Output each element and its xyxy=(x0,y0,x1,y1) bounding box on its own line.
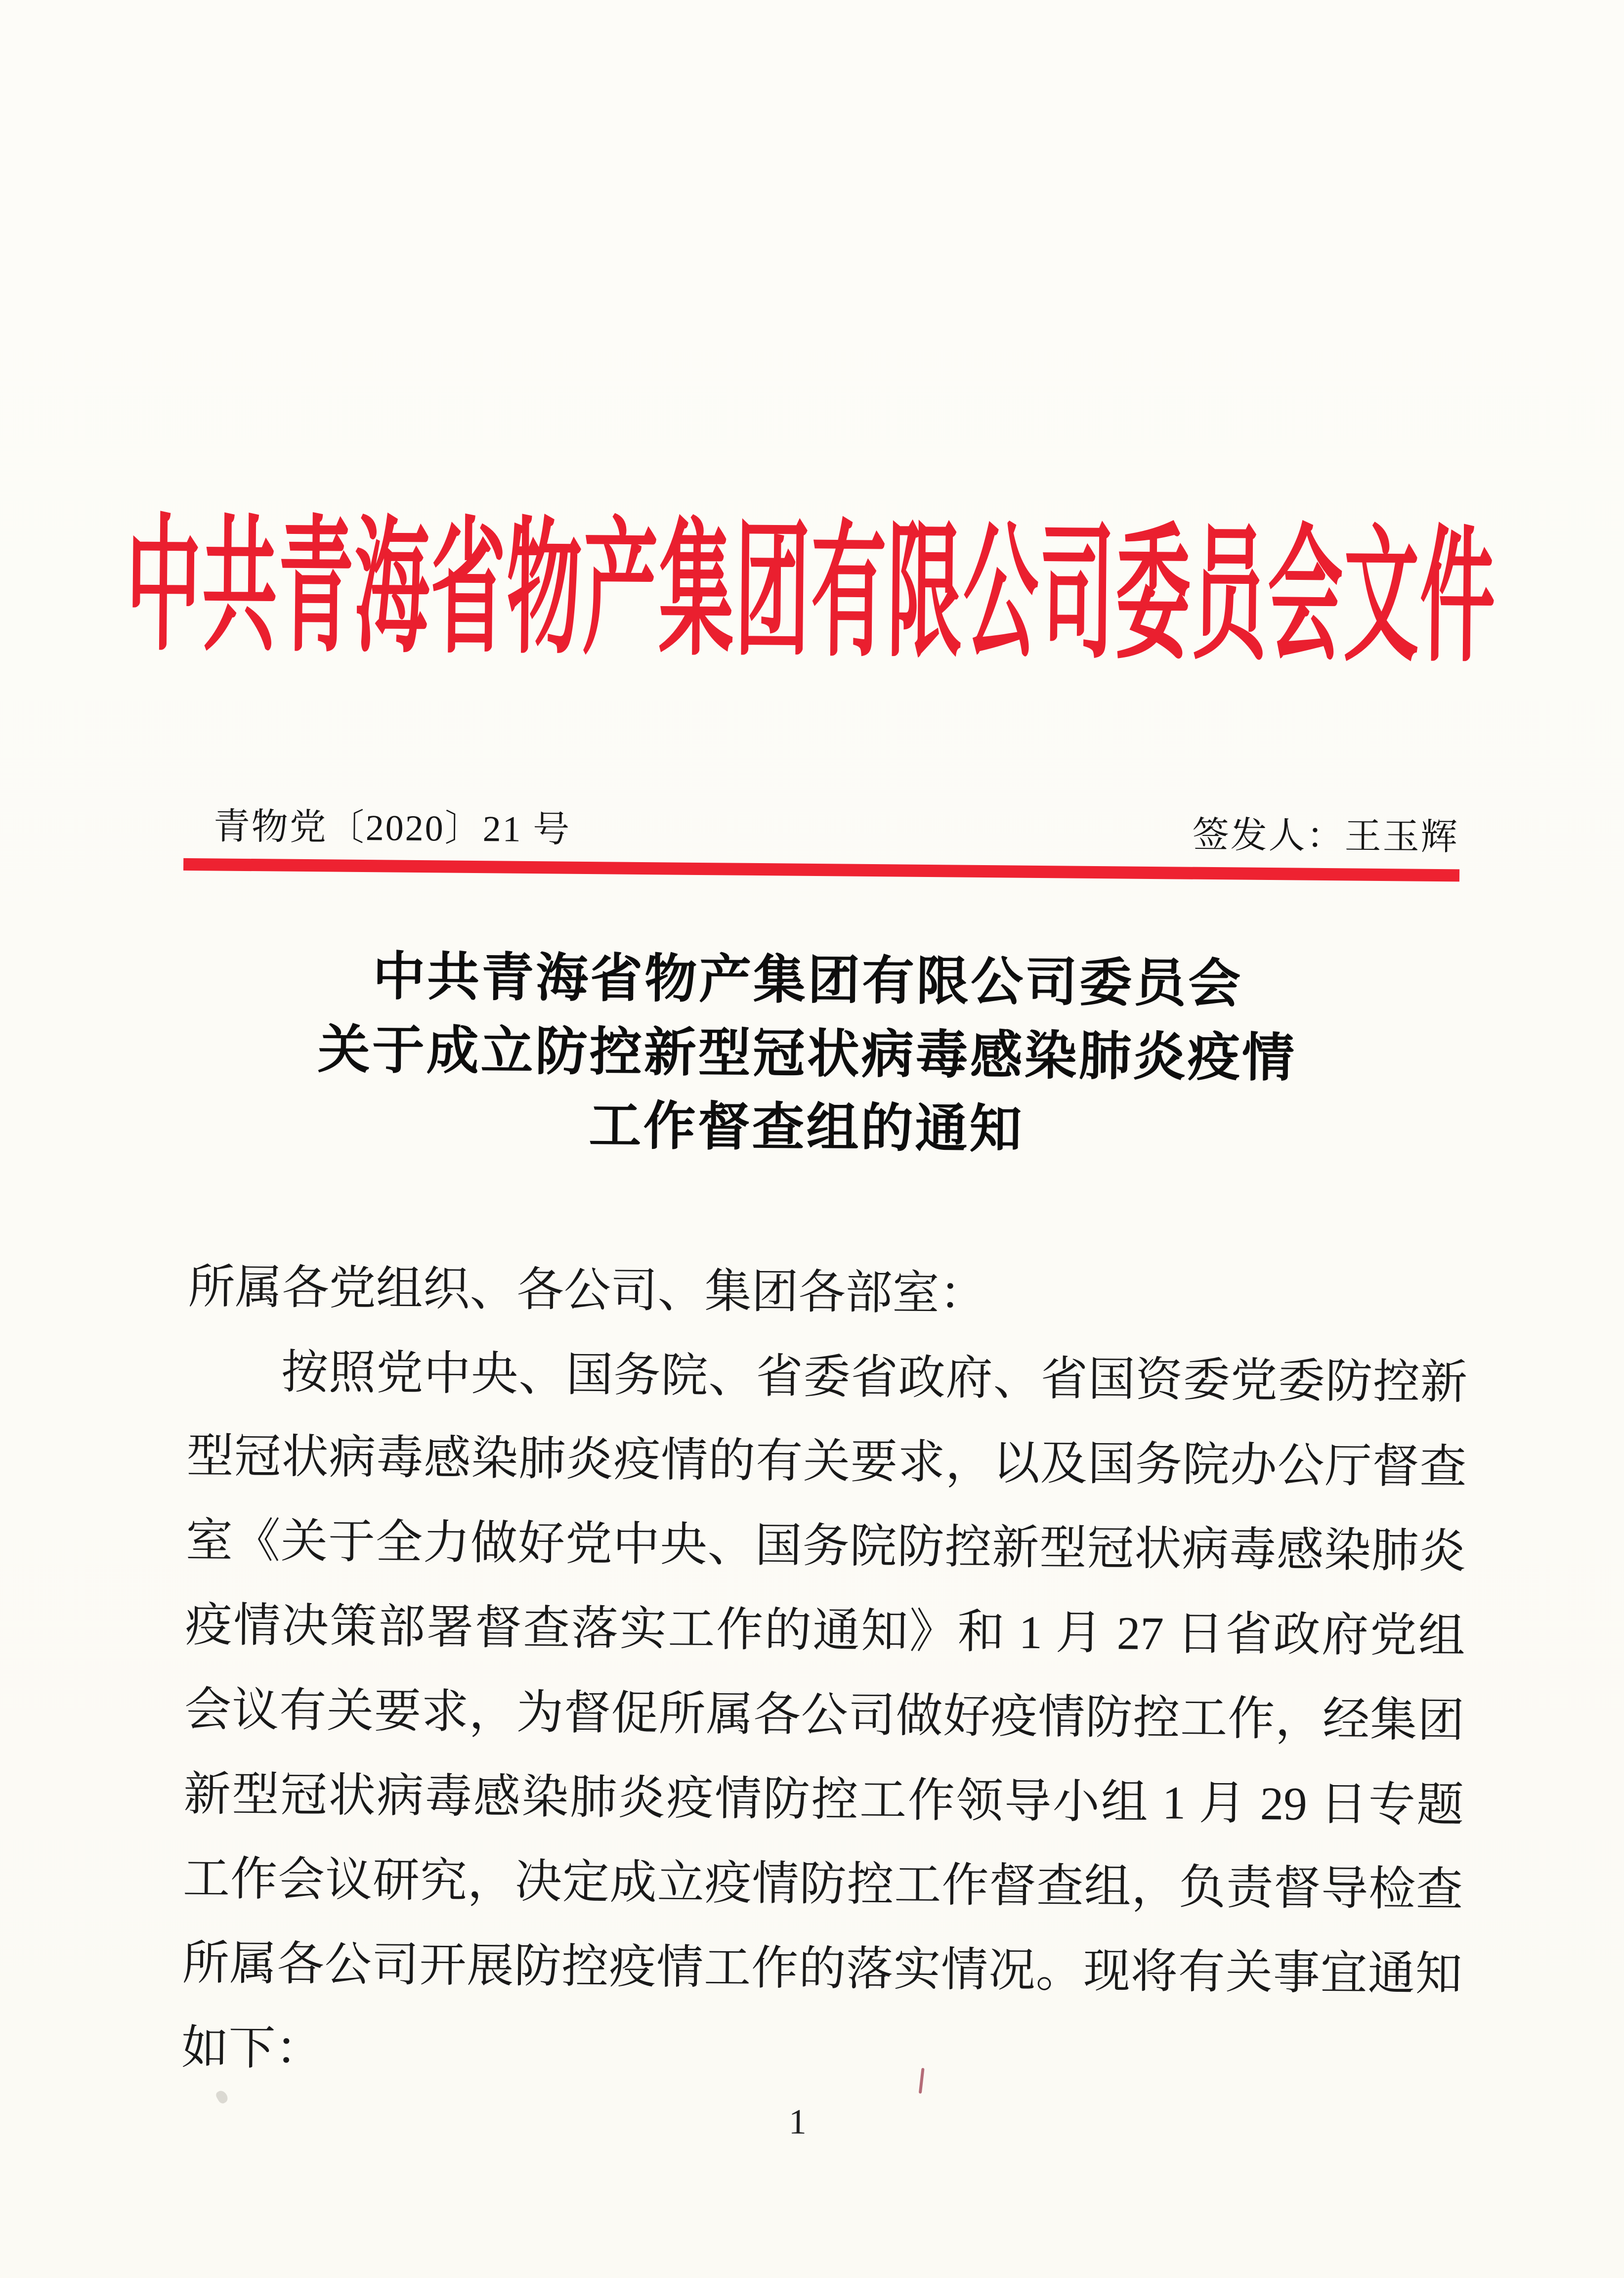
red-separator-rule xyxy=(183,858,1459,882)
body-line-9: 如下： xyxy=(181,2021,323,2075)
salutation: 所属各党组织、各公司、集团各部室： xyxy=(188,1260,987,1320)
doc-number: 青物党〔2020〕21 号 xyxy=(213,806,571,850)
issuer xyxy=(1192,806,1459,861)
title-line-1: 中共青海省物产集团有限公司委员会 xyxy=(372,947,1243,1013)
page-number: 1 xyxy=(788,2102,807,2142)
title-line-3: 工作督查组的通知 xyxy=(589,1096,1025,1159)
body-line-6: 新型冠状病毒感染肺炎疫情防控工作领导小组 1 月 29 日专题 xyxy=(183,1767,1464,1832)
body-line-7: 工作会议研究，决定成立疫情防控工作督查组，负责督导检查 xyxy=(182,1852,1463,1916)
title-line-2: 关于成立防控新型冠状病毒感染肺炎疫情 xyxy=(317,1020,1297,1088)
body-line-5: 会议有关要求，为督促所属各公司做好疫情防控工作，经集团 xyxy=(184,1683,1465,1747)
issuer-name: 王玉辉 xyxy=(1344,816,1459,858)
body-line-1: 按照党中央、国务院、省委省政府、省国资委党委防控新 xyxy=(281,1346,1468,1409)
doc-info-row xyxy=(187,797,1459,860)
document-title xyxy=(0,937,1620,1172)
body-line-3: 室《关于全力做好党中央、国务院防控新型冠状病毒感染肺炎 xyxy=(185,1514,1466,1578)
body-line-2: 型冠状病毒感染肺炎疫情的有关要求，以及国务院办公厅督查 xyxy=(186,1429,1467,1493)
issuer-label: 签发人： xyxy=(1192,815,1345,857)
body-line-8: 所属各公司开展防控疫情工作的落实情况。现将有关事宜通知 xyxy=(182,1936,1463,2001)
red-header-banner: 中共青海省物产集团有限公司委员会文件 xyxy=(125,505,1497,680)
body-line-4: 疫情决策部署督查落实工作的通知》和 1 月 27 日省政府党组 xyxy=(185,1598,1466,1663)
document-body xyxy=(181,1245,1468,2102)
